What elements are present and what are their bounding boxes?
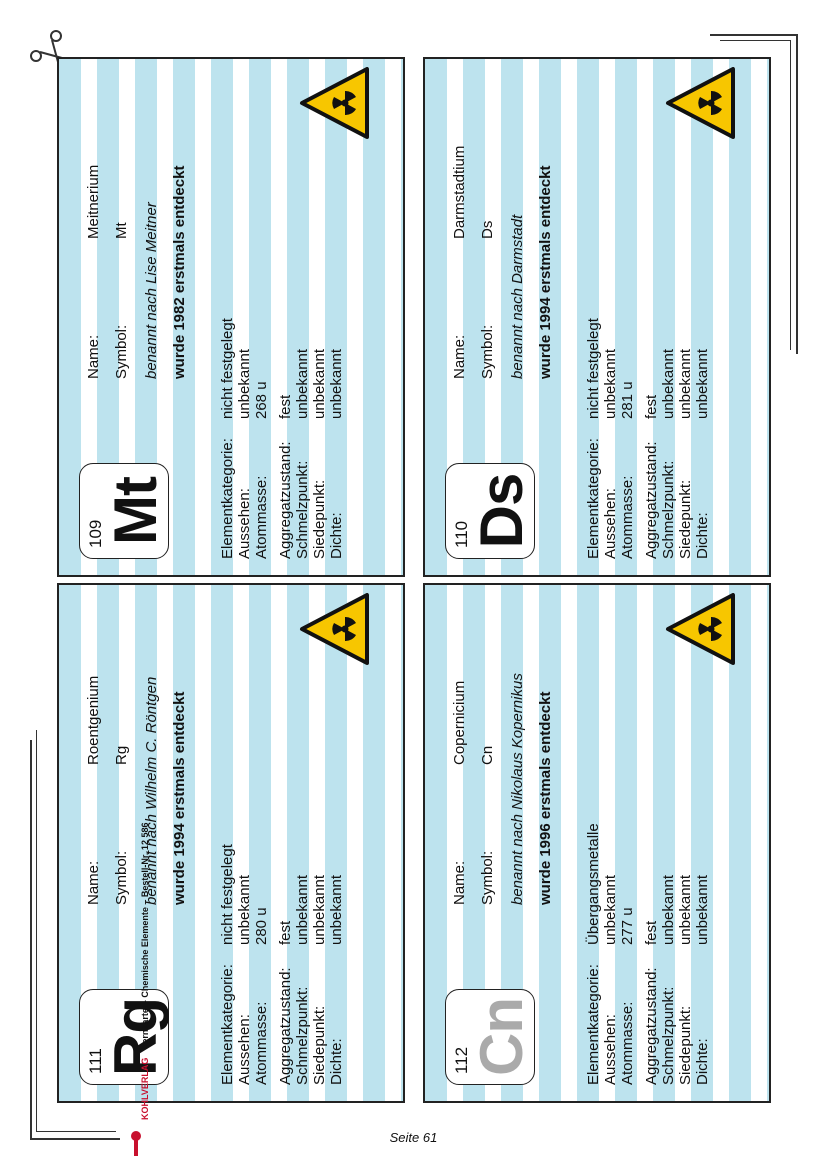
corner-line — [790, 40, 791, 350]
prop-value: Übergangsmetalle — [585, 823, 602, 945]
page-number: Seite 61 — [389, 1130, 438, 1145]
prop-value: unbekannt — [311, 874, 328, 945]
publisher-name: KOHLVERLAG — [140, 1057, 150, 1120]
symbol-value: Mt — [113, 222, 130, 239]
footer-text — [140, 823, 150, 1120]
prop-value: unbekannt — [694, 348, 711, 419]
named-after: benannt nach Nikolaus Kopernikus — [509, 673, 526, 905]
prop-value: unbekannt — [677, 874, 694, 945]
prop-value: fest — [277, 920, 294, 945]
prop-label: Elementkategorie: — [585, 438, 602, 559]
footer-caption: Lernkartei - Chemische Elemente – Bestell-Nr. 12 586 — [140, 822, 150, 1050]
prop-value: nicht festgelegt — [585, 318, 602, 419]
prop-label: Schmelzpunkt: — [294, 460, 311, 559]
name-label: Name: — [85, 334, 102, 379]
corner-line — [720, 40, 790, 41]
prop-label: Atommasse: — [253, 1001, 270, 1085]
prop-value: unbekannt — [602, 874, 619, 945]
corner-line — [796, 34, 798, 354]
prop-value: unbekannt — [602, 348, 619, 419]
symbol-label: Symbol: — [113, 324, 130, 379]
element-card-110 — [423, 57, 771, 577]
symbol-label: Symbol: — [479, 324, 496, 379]
prop-label: Elementkategorie: — [219, 964, 236, 1085]
prop-label: Elementkategorie: — [219, 438, 236, 559]
name-label: Name: — [85, 860, 102, 905]
prop-label: Aussehen: — [236, 488, 253, 559]
prop-value: unbekannt — [660, 874, 677, 945]
prop-label: Atommasse: — [253, 475, 270, 559]
corner-line — [36, 730, 37, 1132]
prop-value: unbekannt — [294, 348, 311, 419]
prop-label: Aussehen: — [602, 1014, 619, 1085]
prop-value: 280 u — [253, 907, 270, 945]
atomic-number: 110 — [452, 520, 471, 548]
prop-value: unbekannt — [328, 348, 345, 419]
element-tile — [445, 463, 535, 559]
atomic-number: 111 — [86, 1048, 105, 1074]
element-symbol: Rg — [102, 998, 169, 1076]
element-symbol: Cn — [468, 998, 535, 1076]
name-value: Copernicium — [451, 680, 468, 765]
prop-value: fest — [277, 394, 294, 419]
element-card-111 — [57, 583, 405, 1103]
discovered: wurde 1994 erstmals entdeckt — [537, 165, 554, 379]
prop-label: Atommasse: — [619, 1001, 636, 1085]
prop-value: nicht festgelegt — [219, 844, 236, 945]
discovered: wurde 1994 erstmals entdeckt — [171, 691, 188, 905]
prop-value: unbekannt — [660, 348, 677, 419]
name-label: Name: — [451, 860, 468, 905]
prop-label: Dichte: — [328, 512, 345, 559]
element-symbol: Ds — [468, 473, 535, 549]
named-after: benannt nach Lise Meitner — [143, 202, 160, 379]
prop-label: Aggregatzustand: — [643, 967, 660, 1085]
prop-label: Schmelzpunkt: — [294, 986, 311, 1085]
prop-label: Schmelzpunkt: — [660, 460, 677, 559]
prop-label: Schmelzpunkt: — [660, 986, 677, 1085]
element-card-112 — [423, 583, 771, 1103]
radiation-warning-icon — [299, 593, 371, 665]
named-after: benannt nach Wilhelm C. Röntgen — [143, 676, 160, 905]
discovered: wurde 1982 erstmals entdeckt — [171, 165, 188, 379]
prop-label: Dichte: — [328, 1038, 345, 1085]
prop-value: unbekannt — [328, 874, 345, 945]
prop-label: Dichte: — [694, 1038, 711, 1085]
prop-label: Atommasse: — [619, 475, 636, 559]
prop-value: unbekannt — [236, 874, 253, 945]
name-label: Name: — [451, 334, 468, 379]
atomic-number: 112 — [452, 1046, 471, 1074]
radiation-warning-icon — [665, 593, 737, 665]
symbol-value: Ds — [479, 220, 496, 239]
symbol-value: Rg — [113, 745, 130, 765]
discovered: wurde 1996 erstmals entdeckt — [537, 691, 554, 905]
prop-label: Elementkategorie: — [585, 964, 602, 1085]
prop-value: unbekannt — [294, 874, 311, 945]
named-after: benannt nach Darmstadt — [509, 214, 526, 379]
prop-label: Aggregatzustand: — [277, 967, 294, 1085]
prop-label: Siedepunkt: — [677, 1005, 694, 1085]
name-value: Meitnerium — [85, 164, 102, 239]
prop-label: Siedepunkt: — [311, 1005, 328, 1085]
prop-value: unbekannt — [677, 348, 694, 419]
element-tile — [79, 463, 169, 559]
element-symbol: Mt — [102, 477, 169, 545]
prop-value: unbekannt — [694, 874, 711, 945]
prop-value: 268 u — [253, 381, 270, 419]
corner-line — [30, 740, 32, 1140]
prop-value: unbekannt — [236, 348, 253, 419]
prop-label: Dichte: — [694, 512, 711, 559]
element-tile — [445, 989, 535, 1085]
symbol-label: Symbol: — [113, 850, 130, 905]
element-card-109 — [57, 57, 405, 577]
name-value: Darmstadtium — [451, 145, 468, 239]
prop-value: fest — [643, 394, 660, 419]
prop-label: Aggregatzustand: — [277, 441, 294, 559]
symbol-label: Symbol: — [479, 850, 496, 905]
radiation-warning-icon — [299, 67, 371, 139]
prop-label: Siedepunkt: — [311, 479, 328, 559]
radiation-warning-icon — [665, 67, 737, 139]
prop-label: Aussehen: — [602, 488, 619, 559]
prop-label: Aussehen: — [236, 1014, 253, 1085]
prop-value: 277 u — [619, 907, 636, 945]
prop-value: unbekannt — [311, 348, 328, 419]
corner-line — [710, 34, 798, 36]
prop-value: nicht festgelegt — [219, 318, 236, 419]
symbol-value: Cn — [479, 745, 496, 765]
prop-value: 281 u — [619, 381, 636, 419]
prop-value: fest — [643, 920, 660, 945]
name-value: Roentgenium — [85, 675, 102, 765]
prop-label: Aggregatzustand: — [643, 441, 660, 559]
element-tile — [79, 989, 169, 1085]
prop-label: Siedepunkt: — [677, 479, 694, 559]
atomic-number: 109 — [86, 519, 105, 548]
